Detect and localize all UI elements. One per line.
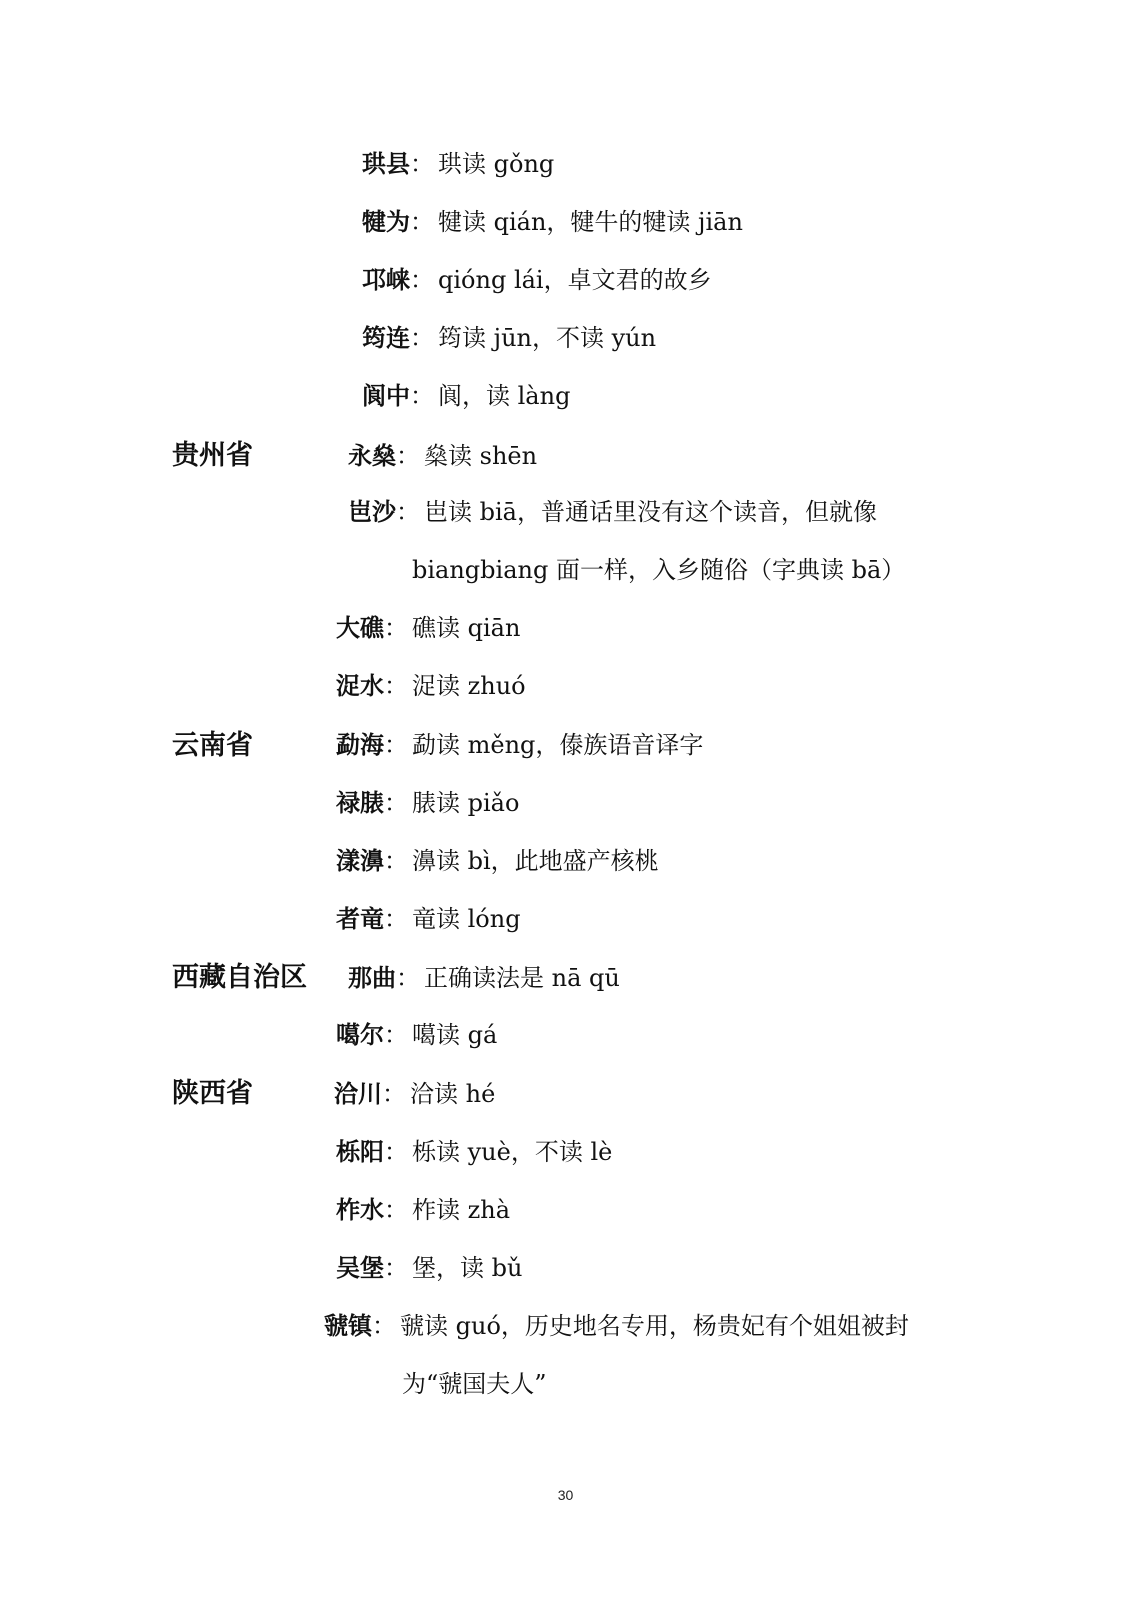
pronunciation-note: 岜读 biā，普通话里没有这个读音，但就像 xyxy=(424,498,877,526)
pronunciation-note: 柞读 zhà xyxy=(412,1196,511,1224)
pronunciation-note: 栎读 yuè，不读 lè xyxy=(412,1138,613,1166)
place-name: 漾濞 xyxy=(336,847,384,875)
colon: ： xyxy=(384,1254,408,1282)
pronunciation-note: 洽读 hé xyxy=(410,1080,496,1108)
province-heading-shaanxi: 陕西省 xyxy=(172,1078,253,1109)
pronunciation-note: 为“虢国夫人” xyxy=(402,1370,547,1398)
province-heading-guizhou: 贵州省 xyxy=(172,440,253,471)
colon: ： xyxy=(384,847,408,875)
pronunciation-note: 礁读 qiān xyxy=(412,614,521,642)
place-name: 犍为 xyxy=(362,208,410,236)
pronunciation-note: 浞读 zhuó xyxy=(412,672,526,700)
province-heading-yunnan: 云南省 xyxy=(172,730,253,761)
entry-line xyxy=(362,265,712,295)
pronunciation-note: biangbiang 面一样，入乡随俗（字典读 bā） xyxy=(412,556,906,584)
entry-continuation xyxy=(402,1369,547,1399)
pronunciation-note: 燊读 shēn xyxy=(424,442,538,470)
pronunciation-note: 堡，读 bǔ xyxy=(412,1254,523,1282)
place-name: 栎阳 xyxy=(336,1138,384,1166)
entry-line xyxy=(334,1079,495,1109)
place-name: 大礁 xyxy=(336,614,384,642)
place-name: 阆中 xyxy=(362,382,410,410)
colon: ： xyxy=(410,266,434,294)
province-heading-tibet: 西藏自治区 xyxy=(172,962,307,993)
colon: ： xyxy=(384,672,408,700)
colon: ： xyxy=(384,1196,408,1224)
colon: ： xyxy=(384,905,408,933)
pronunciation-note: 正确读法是 nā qū xyxy=(424,964,620,992)
place-name: 浞水 xyxy=(336,672,384,700)
entry-line xyxy=(336,1137,612,1167)
pronunciation-note: qióng lái，卓文君的故乡 xyxy=(438,266,712,294)
entry-line xyxy=(348,441,537,471)
entry-line xyxy=(362,149,554,179)
place-name: 噶尔 xyxy=(336,1021,384,1049)
place-name: 筠连 xyxy=(362,324,410,352)
pronunciation-note: 噶读 gá xyxy=(412,1021,498,1049)
entry-line xyxy=(336,904,521,934)
entry-line xyxy=(362,381,570,411)
entry-continuation xyxy=(412,555,905,585)
place-name: 禄脿 xyxy=(336,789,384,817)
entry-line xyxy=(336,613,520,643)
entry-line xyxy=(336,1195,510,1225)
place-name: 洽川 xyxy=(334,1080,382,1108)
place-name: 邛崃 xyxy=(362,266,410,294)
colon: ： xyxy=(384,1138,408,1166)
colon: ： xyxy=(382,1080,406,1108)
page-number: 30 xyxy=(557,1487,574,1503)
entry-line xyxy=(362,323,656,353)
place-name: 勐海 xyxy=(336,731,384,759)
pronunciation-note: 濞读 bì，此地盛产核桃 xyxy=(412,847,659,875)
entry-line xyxy=(336,846,659,876)
place-name: 吴堡 xyxy=(336,1254,384,1282)
pronunciation-note: 虢读 guó，历史地名专用，杨贵妃有个姐姐被封 xyxy=(400,1312,909,1340)
place-name: 珙县 xyxy=(362,150,410,178)
colon: ： xyxy=(396,498,420,526)
colon: ： xyxy=(372,1312,396,1340)
entry-line xyxy=(336,671,526,701)
pronunciation-note: 勐读 měng，傣族语音译字 xyxy=(412,731,704,759)
entry-line xyxy=(336,730,703,760)
entry-line xyxy=(362,207,743,237)
entry-line xyxy=(348,497,877,527)
entry-line xyxy=(336,1020,497,1050)
colon: ： xyxy=(384,614,408,642)
entry-line xyxy=(348,963,620,993)
entry-line xyxy=(336,788,519,818)
colon: ： xyxy=(410,208,434,236)
place-name: 虢镇 xyxy=(324,1312,372,1340)
pronunciation-note: 筠读 jūn，不读 yún xyxy=(438,324,657,352)
pronunciation-note: 竜读 lóng xyxy=(412,905,521,933)
colon: ： xyxy=(396,442,420,470)
colon: ： xyxy=(410,324,434,352)
place-name: 那曲 xyxy=(348,964,396,992)
entry-line xyxy=(336,1253,522,1283)
place-name: 永燊 xyxy=(348,442,396,470)
colon: ： xyxy=(384,789,408,817)
place-name: 柞水 xyxy=(336,1196,384,1224)
place-name: 者竜 xyxy=(336,905,384,933)
colon: ： xyxy=(410,382,434,410)
colon: ： xyxy=(384,1021,408,1049)
colon: ： xyxy=(396,964,420,992)
colon: ： xyxy=(410,150,434,178)
pronunciation-note: 珙读 gǒng xyxy=(438,150,555,178)
place-name: 岜沙 xyxy=(348,498,396,526)
pronunciation-note: 阆，读 làng xyxy=(438,382,571,410)
pronunciation-note: 犍读 qián，犍牛的犍读 jiān xyxy=(438,208,743,236)
pronunciation-note: 脿读 piǎo xyxy=(412,789,520,817)
entry-line xyxy=(324,1311,909,1341)
colon: ： xyxy=(384,731,408,759)
